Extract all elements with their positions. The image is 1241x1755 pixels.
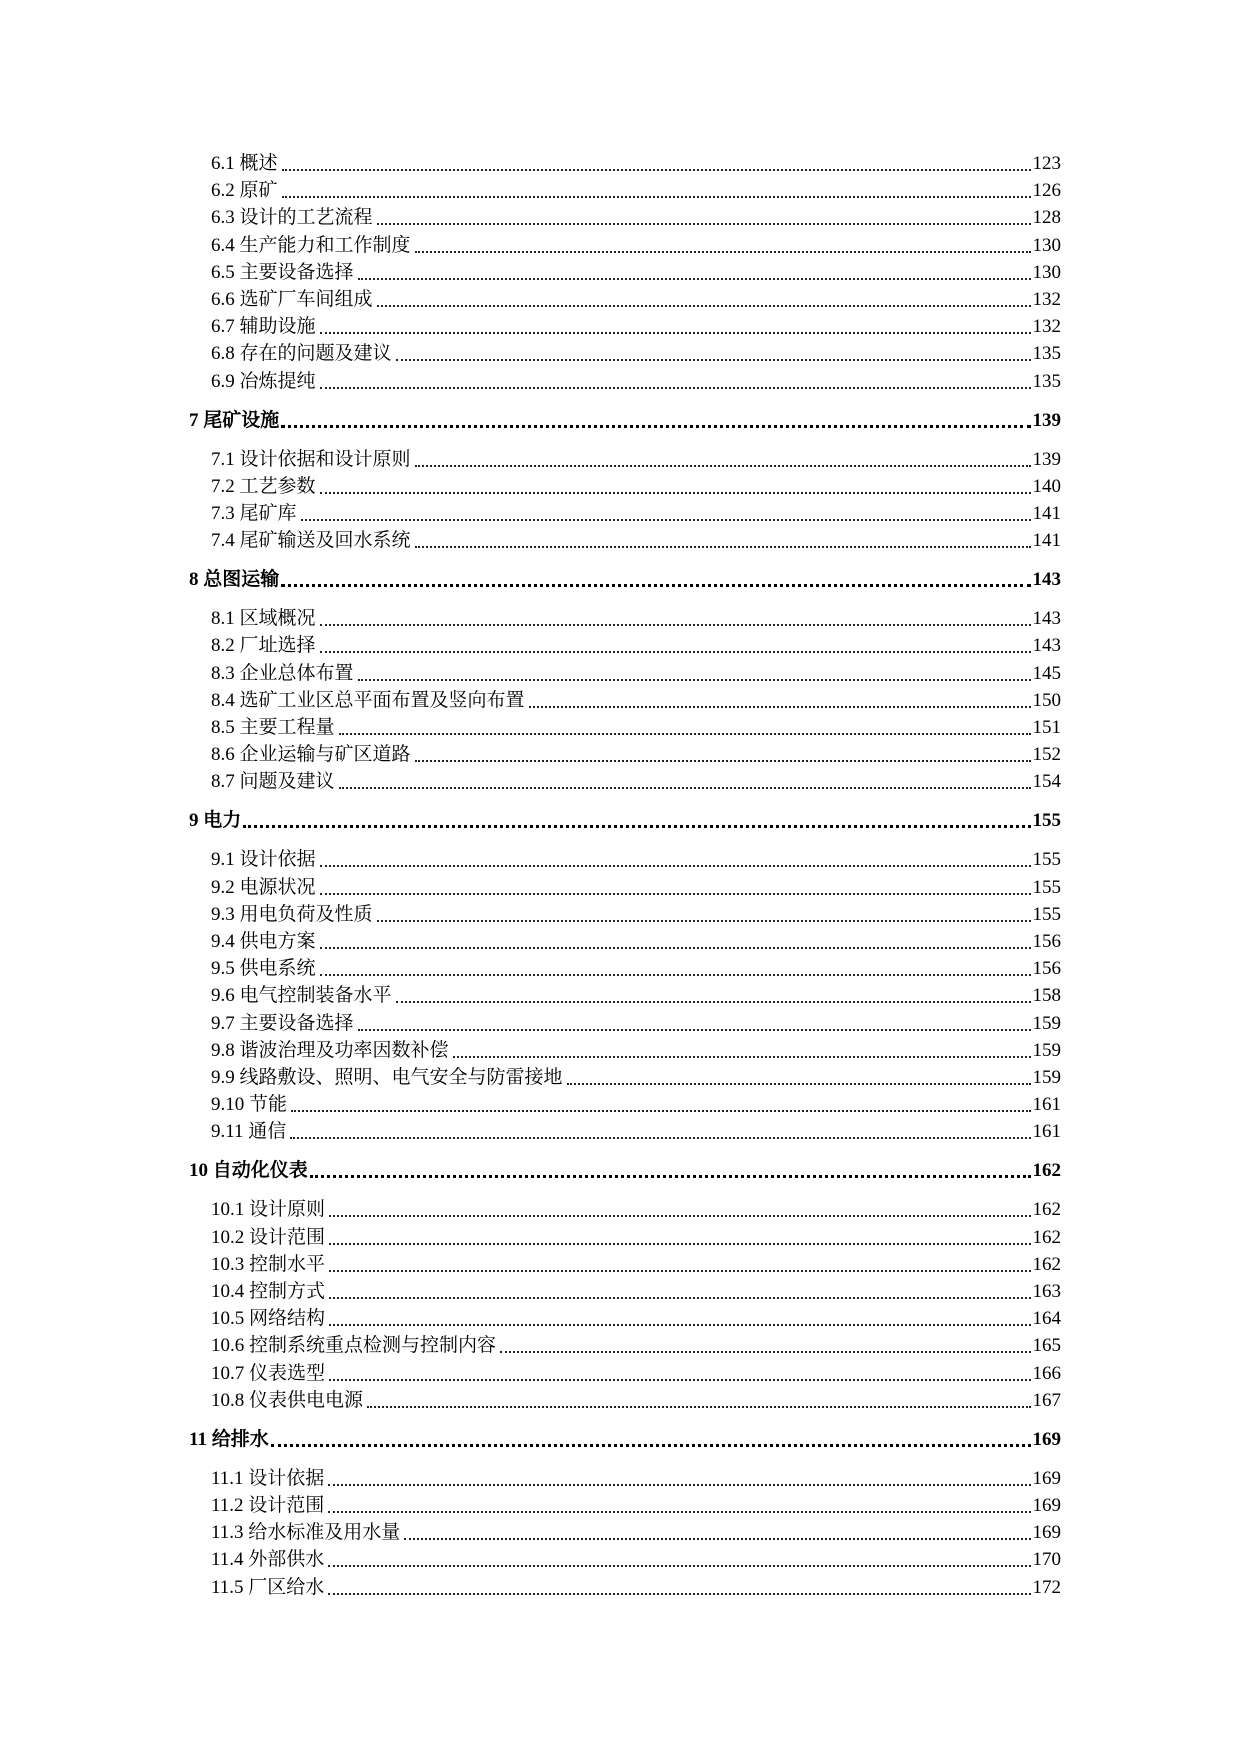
toc-section-entry[interactable] <box>211 1467 1061 1491</box>
toc-section-entry[interactable] <box>211 1120 1061 1144</box>
toc-section-entry[interactable] <box>211 1226 1061 1250</box>
toc-dot-leader <box>328 1484 1030 1486</box>
toc-dot-leader <box>396 359 1031 361</box>
toc-dot-leader <box>281 425 1030 428</box>
toc-dot-leader <box>377 305 1031 307</box>
toc-entry-title: 10.2 设计范围 <box>211 1227 326 1248</box>
toc-dot-leader <box>329 1215 1030 1217</box>
toc-entry-page-number: 155 <box>1032 904 1061 925</box>
toc-entry-page-number: 123 <box>1032 153 1061 174</box>
toc-entry-title: 7 尾矿设施 <box>189 410 280 431</box>
toc-section-entry[interactable] <box>211 1280 1061 1304</box>
toc-dot-leader <box>282 169 1031 171</box>
toc-entry-page-number: 155 <box>1032 849 1061 870</box>
toc-entry-page-number: 150 <box>1032 690 1061 711</box>
toc-entry-title: 9.6 电气控制装备水平 <box>211 985 392 1006</box>
toc-entry-page-number: 162 <box>1032 1227 1061 1248</box>
toc-entry-title: 11.3 给水标准及用水量 <box>211 1522 401 1543</box>
toc-dot-leader <box>500 1351 1030 1353</box>
toc-dot-leader <box>301 519 1031 521</box>
toc-entry-page-number: 145 <box>1032 663 1061 684</box>
toc-entry-page-number: 141 <box>1032 530 1061 551</box>
toc-entry-page-number: 135 <box>1032 371 1061 392</box>
toc-entry-page-number: 166 <box>1032 1363 1061 1384</box>
toc-entry-page-number: 162 <box>1032 1254 1061 1275</box>
toc-dot-leader <box>320 624 1031 626</box>
toc-entry-page-number: 169 <box>1032 1495 1061 1516</box>
toc-entry-page-number: 130 <box>1032 235 1061 256</box>
toc-dot-leader <box>310 1175 1031 1178</box>
toc-dot-leader <box>320 387 1031 389</box>
toc-dot-leader <box>415 760 1031 762</box>
toc-section-entry[interactable] <box>211 1253 1061 1277</box>
toc-dot-leader <box>320 651 1031 653</box>
toc-section-entry[interactable] <box>211 1521 1061 1545</box>
toc-dot-leader <box>415 251 1031 253</box>
toc-entry-title: 8 总图运输 <box>189 569 280 590</box>
toc-entry-page-number: 169 <box>1032 1429 1061 1450</box>
toc-entry-page-number: 139 <box>1032 410 1061 431</box>
toc-dot-leader <box>271 1444 1031 1447</box>
toc-entry-page-number: 143 <box>1032 635 1061 656</box>
toc-section-entry[interactable] <box>211 903 1061 927</box>
toc-entry-page-number: 132 <box>1032 316 1061 337</box>
toc-entry-page-number: 172 <box>1032 1577 1061 1598</box>
toc-chapter-entry[interactable] <box>189 1428 1061 1452</box>
toc-entry-title: 9.5 供电系统 <box>211 958 316 979</box>
toc-entry-title: 8.6 企业运输与矿区道路 <box>211 744 411 765</box>
toc-chapter-entry[interactable] <box>189 568 1061 592</box>
toc-section-entry[interactable] <box>211 1039 1061 1063</box>
toc-dot-leader <box>320 947 1031 949</box>
toc-section-entry[interactable] <box>211 1548 1061 1572</box>
toc-section-entry[interactable] <box>211 1198 1061 1222</box>
toc-dot-leader <box>567 1083 1031 1085</box>
toc-entry-title: 6.1 概述 <box>211 153 278 174</box>
toc-section-entry[interactable] <box>211 984 1061 1008</box>
toc-dot-leader <box>396 1001 1031 1003</box>
toc-dot-leader <box>404 1538 1030 1540</box>
toc-dot-leader <box>320 974 1031 976</box>
toc-entry-page-number: 159 <box>1032 1067 1061 1088</box>
toc-entry-title: 9.4 供电方案 <box>211 931 316 952</box>
toc-entry-title: 6.6 选矿厂车间组成 <box>211 289 373 310</box>
toc-section-entry[interactable] <box>211 770 1061 794</box>
toc-section-entry[interactable] <box>211 930 1061 954</box>
toc-section-entry[interactable] <box>211 1362 1061 1386</box>
toc-section-entry[interactable] <box>211 607 1061 631</box>
toc-entry-page-number: 156 <box>1032 931 1061 952</box>
toc-entry-page-number: 163 <box>1032 1281 1061 1302</box>
toc-entry-page-number: 169 <box>1032 1468 1061 1489</box>
toc-entry-page-number: 170 <box>1032 1549 1061 1570</box>
toc-entry-title: 10.1 设计原则 <box>211 1199 326 1220</box>
toc-dot-leader <box>367 1406 1030 1408</box>
toc-chapter-entry[interactable] <box>189 409 1061 433</box>
toc-entry-page-number: 161 <box>1032 1094 1061 1115</box>
toc-dot-leader <box>282 196 1031 198</box>
toc-dot-leader <box>328 1511 1030 1513</box>
toc-entry-page-number: 159 <box>1032 1013 1061 1034</box>
toc-section-entry[interactable] <box>211 315 1061 339</box>
toc-entry-title: 7.3 尾矿库 <box>211 503 297 524</box>
toc-dot-leader <box>329 1379 1030 1381</box>
toc-section-entry[interactable] <box>211 475 1061 499</box>
toc-entry-page-number: 167 <box>1032 1390 1061 1411</box>
toc-section-entry[interactable] <box>211 261 1061 285</box>
toc-entry-page-number: 161 <box>1032 1121 1061 1142</box>
toc-entry-page-number: 143 <box>1032 608 1061 629</box>
toc-entry-page-number: 169 <box>1032 1522 1061 1543</box>
toc-dot-leader <box>291 1110 1030 1112</box>
toc-entry-title: 11.2 设计范围 <box>211 1495 325 1516</box>
toc-entry-page-number: 132 <box>1032 289 1061 310</box>
toc-section-entry[interactable] <box>211 1334 1061 1358</box>
toc-entry-page-number: 152 <box>1032 744 1061 765</box>
toc-entry-title: 9 电力 <box>189 810 242 831</box>
toc-dot-leader <box>358 278 1031 280</box>
toc-entry-title: 7.2 工艺参数 <box>211 476 316 497</box>
toc-section-entry[interactable] <box>211 1093 1061 1117</box>
toc-entry-title: 11.4 外部供水 <box>211 1549 325 1570</box>
toc-section-entry[interactable] <box>211 529 1061 553</box>
toc-entry-title: 8.4 选矿工业区总平面布置及竖向布置 <box>211 690 525 711</box>
toc-section-entry[interactable] <box>211 342 1061 366</box>
toc-entry-title: 6.5 主要设备选择 <box>211 262 354 283</box>
toc-entry-title: 7.1 设计依据和设计原则 <box>211 449 411 470</box>
toc-dot-leader <box>329 1243 1030 1245</box>
toc-entry-page-number: 156 <box>1032 958 1061 979</box>
toc-section-entry[interactable] <box>211 288 1061 312</box>
toc-entry-page-number: 162 <box>1032 1199 1061 1220</box>
toc-dot-leader <box>243 825 1030 828</box>
toc-entry-page-number: 154 <box>1032 771 1061 792</box>
toc-entry-title: 6.2 原矿 <box>211 180 278 201</box>
toc-section-entry[interactable] <box>211 876 1061 900</box>
toc-dot-leader <box>339 787 1031 789</box>
toc-entry-title: 11.5 厂区给水 <box>211 1577 325 1598</box>
toc-section-entry[interactable] <box>211 448 1061 472</box>
toc-section-entry[interactable] <box>211 848 1061 872</box>
toc-entry-title: 10.4 控制方式 <box>211 1281 326 1302</box>
toc-entry-page-number: 141 <box>1032 503 1061 524</box>
toc-entry-title: 8.1 区域概况 <box>211 608 316 629</box>
toc-entry-page-number: 126 <box>1032 180 1061 201</box>
toc-entry-title: 9.1 设计依据 <box>211 849 316 870</box>
toc-entry-title: 6.7 辅助设施 <box>211 316 316 337</box>
toc-entry-page-number: 128 <box>1032 207 1061 228</box>
toc-entry-title: 10.8 仪表供电电源 <box>211 1390 364 1411</box>
toc-entry-title: 9.7 主要设备选择 <box>211 1013 354 1034</box>
toc-entry-page-number: 130 <box>1032 262 1061 283</box>
toc-entry-page-number: 155 <box>1032 877 1061 898</box>
toc-dot-leader <box>339 733 1031 735</box>
toc-entry-title: 10.7 仪表选型 <box>211 1363 326 1384</box>
toc-dot-leader <box>329 1324 1030 1326</box>
toc-section-entry[interactable] <box>211 662 1061 686</box>
toc-dot-leader <box>328 1565 1030 1567</box>
toc-section-entry[interactable] <box>211 1066 1061 1090</box>
toc-entry-title: 7.4 尾矿输送及回水系统 <box>211 530 411 551</box>
toc-entry-page-number: 139 <box>1032 449 1061 470</box>
toc-entry-title: 6.9 冶炼提纯 <box>211 371 316 392</box>
toc-entry-title: 10 自动化仪表 <box>189 1160 308 1181</box>
toc-entry-title: 9.2 电源状况 <box>211 877 316 898</box>
toc-section-entry[interactable] <box>211 152 1061 176</box>
toc-entry-title: 6.4 生产能力和工作制度 <box>211 235 411 256</box>
toc-entry-title: 6.3 设计的工艺流程 <box>211 207 373 228</box>
toc-entry-title: 8.2 厂址选择 <box>211 635 316 656</box>
toc-entry-title: 6.8 存在的问题及建议 <box>211 343 392 364</box>
toc-section-entry[interactable] <box>211 743 1061 767</box>
toc-entry-page-number: 151 <box>1032 717 1061 738</box>
toc-entry-title: 9.9 线路敷设、照明、电气安全与防雷接地 <box>211 1067 563 1088</box>
toc-entry-title: 10.3 控制水平 <box>211 1254 326 1275</box>
toc-dot-leader <box>415 546 1031 548</box>
toc-section-entry[interactable] <box>211 957 1061 981</box>
toc-dot-leader <box>281 584 1030 587</box>
toc-entry-page-number: 162 <box>1032 1160 1061 1181</box>
toc-entry-page-number: 155 <box>1032 810 1061 831</box>
toc-section-entry[interactable] <box>211 1576 1061 1600</box>
toc-dot-leader <box>453 1056 1031 1058</box>
toc-section-entry[interactable] <box>211 1307 1061 1331</box>
toc-section-entry[interactable] <box>211 1389 1061 1413</box>
toc-entry-title: 9.8 谐波治理及功率因数补偿 <box>211 1040 449 1061</box>
toc-dot-leader <box>328 1593 1030 1595</box>
toc-dot-leader <box>329 1270 1030 1272</box>
toc-entry-title: 9.10 节能 <box>211 1094 288 1115</box>
toc-section-entry[interactable] <box>211 234 1061 258</box>
toc-entry-page-number: 158 <box>1032 985 1061 1006</box>
toc-section-entry[interactable] <box>211 1494 1061 1518</box>
toc-section-entry[interactable] <box>211 716 1061 740</box>
toc-section-entry[interactable] <box>211 689 1061 713</box>
toc-dot-leader <box>320 492 1031 494</box>
toc-entry-page-number: 140 <box>1032 476 1061 497</box>
toc-section-entry[interactable] <box>211 1012 1061 1036</box>
toc-dot-leader <box>290 1137 1030 1139</box>
toc-entry-title: 8.7 问题及建议 <box>211 771 335 792</box>
toc-dot-leader <box>329 1297 1030 1299</box>
toc-entry-title: 9.11 通信 <box>211 1121 287 1142</box>
toc-entry-title: 10.5 网络结构 <box>211 1308 326 1329</box>
toc-chapter-entry[interactable] <box>189 1159 1061 1183</box>
toc-dot-leader <box>377 920 1031 922</box>
toc-entry-title: 10.6 控制系统重点检测与控制内容 <box>211 1335 497 1356</box>
toc-dot-leader <box>358 679 1031 681</box>
toc-entry-title: 9.3 用电负荷及性质 <box>211 904 373 925</box>
toc-dot-leader <box>320 893 1031 895</box>
toc-dot-leader <box>377 223 1031 225</box>
toc-dot-leader <box>358 1029 1031 1031</box>
toc-entry-page-number: 135 <box>1032 343 1061 364</box>
toc-entry-page-number: 159 <box>1032 1040 1061 1061</box>
toc-section-entry[interactable] <box>211 634 1061 658</box>
toc-entry-title: 8.3 企业总体布置 <box>211 663 354 684</box>
toc-entry-page-number: 165 <box>1032 1335 1061 1356</box>
toc-entry-title: 11.1 设计依据 <box>211 1468 325 1489</box>
toc-entry-page-number: 143 <box>1032 569 1061 590</box>
toc-entry-page-number: 164 <box>1032 1308 1061 1329</box>
toc-dot-leader <box>529 706 1031 708</box>
toc-dot-leader <box>415 465 1031 467</box>
toc-dot-leader <box>320 332 1031 334</box>
toc-section-entry[interactable] <box>211 502 1061 526</box>
toc-section-entry[interactable] <box>211 206 1061 230</box>
toc-dot-leader <box>320 865 1031 867</box>
toc-entry-title: 11 给排水 <box>189 1429 269 1450</box>
toc-entry-title: 8.5 主要工程量 <box>211 717 335 738</box>
toc-section-entry[interactable] <box>211 370 1061 394</box>
toc-section-entry[interactable] <box>211 179 1061 203</box>
toc-chapter-entry[interactable] <box>189 809 1061 833</box>
